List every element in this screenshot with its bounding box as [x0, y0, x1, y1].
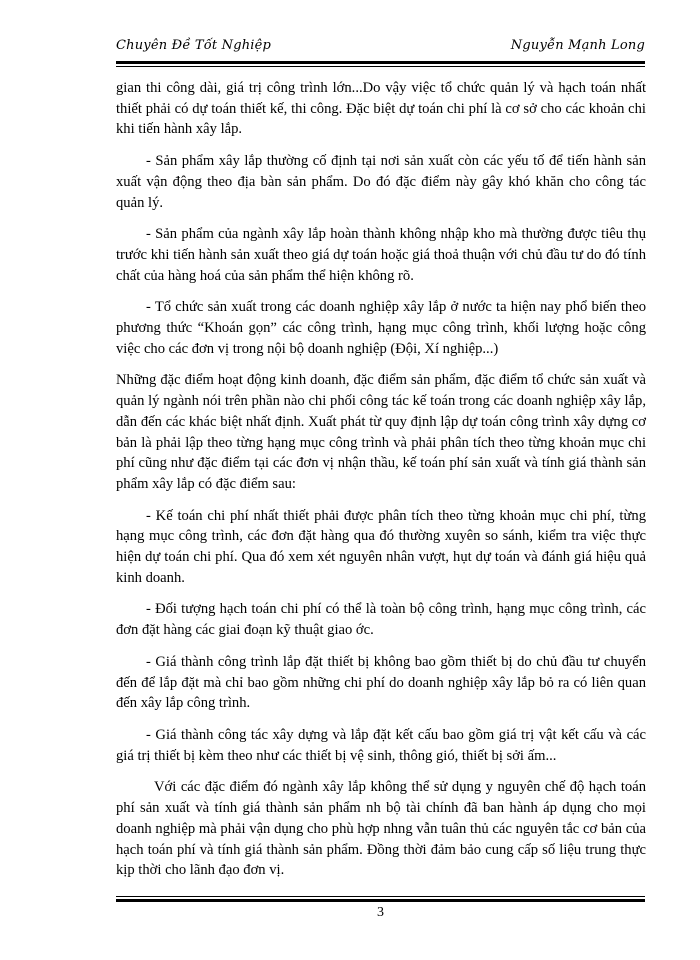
page-header [116, 38, 645, 58]
bullet-paragraph: - Giá thành công tác xây dựng và lắp đặt kết cấu bao gồm giá trị vật kết cấu và các giá trị thiết bị kèm theo như các thiết bị vệ sinh, thông gió, thiết bị sởi ấm... [116, 726, 646, 764]
paragraph: gian thi công dài, giá trị công trình lớn...Do vậy việc tổ chức quản lý và hạch toán nhất thiết phải có dự toán thiết kế, thi công. Đặc biệt dự toán chi phí là cơ sở cho các khoản chi khi tiến hành xây lắp. [116, 80, 646, 138]
footer-rule-thin [116, 896, 645, 897]
paragraph: Với các đặc điểm đó ngành xây lắp không thể sử dụng y nguyên chế độ hạch toán phí sản xuất và tính giá thành sản phẩm nh bộ tài chính đã ban hành áp dụng cho mọi doanh nghiệp mà phải vận dụng cho phù hợp nhng vẫn tuân thủ các nguyên tắc cơ bản của hạch toán phí và tính giá thành sản phẩm. Đồng thời đảm bảo cung cấp số liệu trung thực kịp thời cho lãnh đạo đơn vị. [116, 779, 646, 879]
paragraph: Những đặc điểm hoạt động kinh doanh, đặc điểm sản phẩm, đặc điểm tổ chức sản xuất và quản lý ngành nói trên phần nào chi phối công tác kế toán trong các doanh nghiệp xây lắp, dẫn đến các khác biệt nhất định. Xuất phát từ quy định lập dự toán công trình xây dựng cơ bản là phải lập theo từng hạng mục công trình và phải phân tích theo từng khoản mục chi phí cũng như đặc điểm tại các đơn vị nhận thầu, kế toán phí sản xuất và tính giá thành sản phẩm xây lắp có đặc điểm sau: [116, 372, 646, 492]
footer-rule-thick [116, 899, 645, 902]
header-rule-thin [116, 66, 645, 67]
page-number: 3 [377, 905, 384, 920]
header-title: Chuyên Đề Tốt Nghiệp [116, 38, 272, 53]
bullet-paragraph: - Sản phẩm của ngành xây lắp hoàn thành không nhập kho mà thường được tiêu thụ trước khi tiến hành sản xuất theo giá dự toán hoặc giá thoả thuận với chủ đầu tư do đó tính chất của hàng hoá của sản phẩm thể hiện không rõ. [116, 226, 646, 284]
bullet-paragraph: - Đối tượng hạch toán chi phí có thể là toàn bộ công trình, hạng mục công trình, các đơn đặt hàng các giai đoạn kỹ thuật giao ớc. [116, 601, 646, 639]
header-author: Nguyễn Mạnh Long [510, 38, 645, 53]
bullet-paragraph: - Kế toán chi phí nhất thiết phải được phân tích theo từng khoản mục chi phí, từng hạng mục công trình, các đơn đặt hàng qua đó thường xuyên so sánh, kiểm tra việc thực hiện dự toán chi phí. Qua đó xem xét nguyên nhân vượt, hụt dự toán và đánh giá hiệu quả kinh doanh. [116, 507, 646, 586]
bullet-paragraph: - Sản phẩm xây lắp thường cố định tại nơi sản xuất còn các yếu tố để tiến hành sản xuất vận động theo địa bàn sản phẩm. Do đó đặc điểm này gây khó khăn cho công tác quản lý. [116, 153, 646, 211]
bullet-paragraph: - Tổ chức sản xuất trong các doanh nghiệp xây lắp ở nước ta hiện nay phổ biến theo phương thức “Khoán gọn” các công trình, hạng mục công trình, khối lượng hoặc công việc cho các đơn vị trong nội bộ doanh nghiệp (Đội, Xí nghiệp...) [116, 299, 646, 357]
header-rule-thick [116, 61, 645, 64]
body-text [116, 78, 646, 892]
bullet-paragraph: - Giá thành công trình lắp đặt thiết bị không bao gồm thiết bị do chủ đầu tư chuyển đến để lắp đặt mà chỉ bao gồm những chi phí do doanh nghiệp xây lắp bỏ ra có liên quan đến xây lắp công trình. [116, 653, 646, 712]
